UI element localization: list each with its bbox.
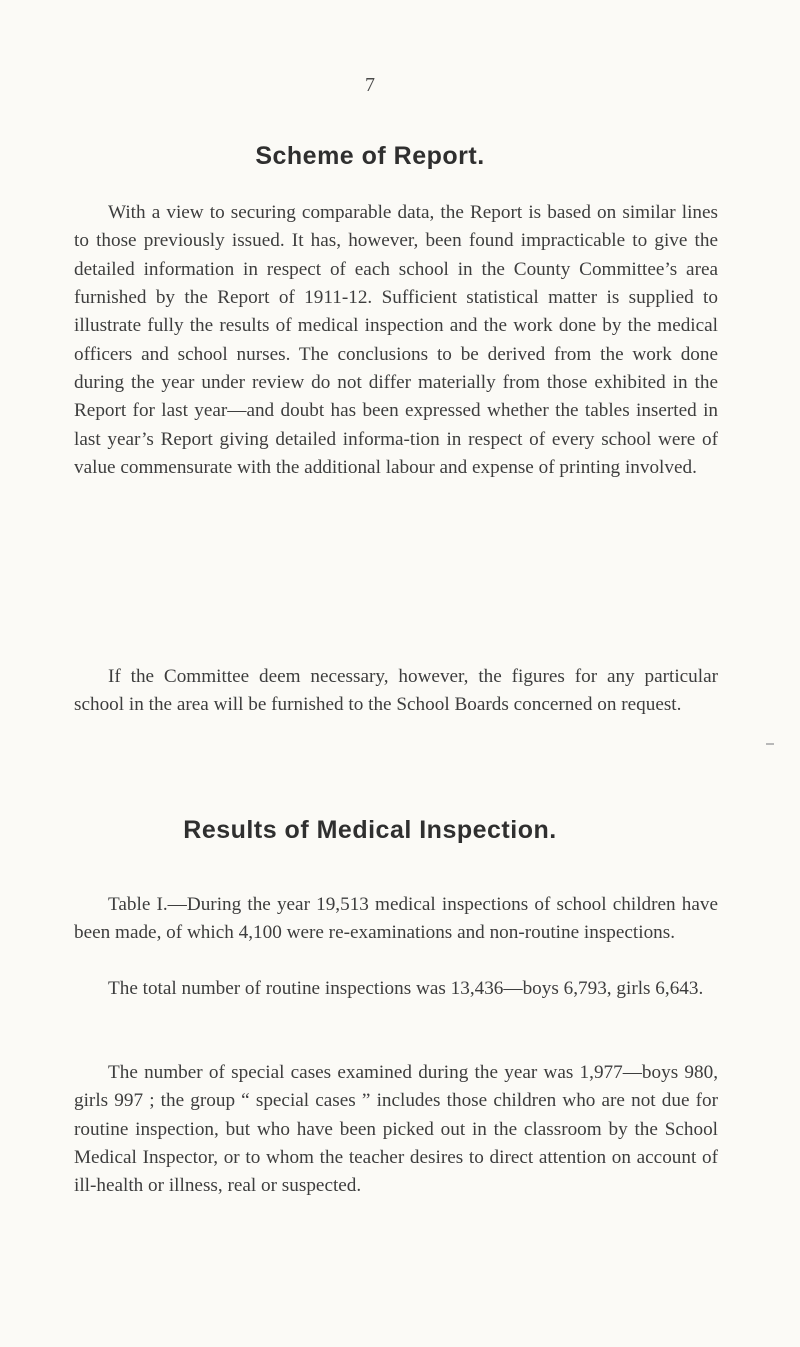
- section-heading-results-of-medical-inspection: Results of Medical Inspection.: [183, 816, 557, 844]
- paragraph-results-1: Table I.—During the year 19,513 medical inspections of school children have been made, of which 4,100 were re-examinations and non-routine inspections.: [74, 894, 718, 944]
- page-number: 7: [365, 74, 375, 96]
- paragraph-scheme-2: If the Committee deem necessary, however, the figures for any particular school in the area will be furnished to the School Boards concerned on request.: [74, 666, 718, 716]
- paragraph-results-2: The total number of routine inspections was 13,436—boys 6,793, girls 6,643.: [108, 978, 704, 1000]
- paragraph-scheme-1: With a view to securing comparable data, the Report is based on similar lines to those previously issued. It has, however, been found impracticable to give the detailed information in respect of each school in the County Committee’s area furnished by the Report of 1911-12. Sufficient statistical matter is supplied to illustrate fully the results of medical inspection and the work done by the medical officers and school nurses. The conclusions to be derived from the work done during the year under review do not differ materially from those exhibited in the Report for last year—and doubt has been expressed whether the tables inserted in last year’s Report giving detailed informa-tion in respect of every school were of value commensurate with the additional labour and expense of printing involved.: [74, 202, 718, 478]
- section-heading-scheme-of-report: Scheme of Report.: [255, 142, 485, 170]
- paragraph-results-3: The number of special cases examined during the year was 1,977—boys 980, girls 997 ; the group “ special cases ” includes those children who are not due for routine inspection, but who have been picked out in the classroom by the School Medical Inspector, or to whom the teacher desires to direct attention on account of ill-health or illness, real or suspected.: [74, 1062, 718, 1197]
- scan-artifact-mark: [766, 743, 774, 745]
